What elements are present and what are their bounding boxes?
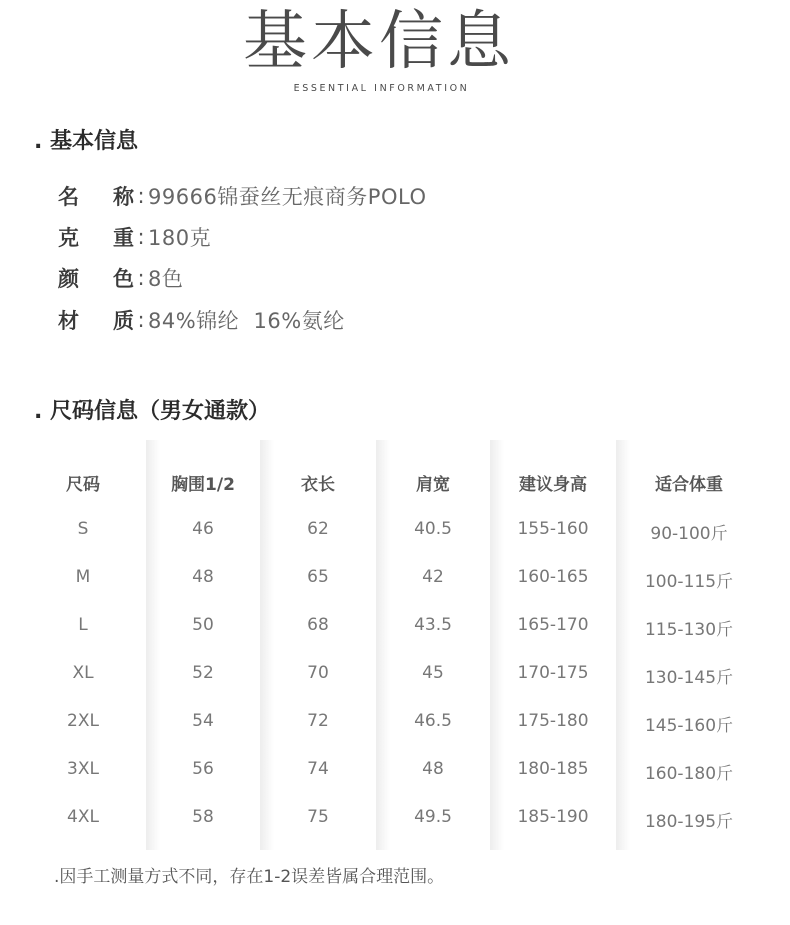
info-row-weight: [58, 222, 211, 252]
table-cell: S: [77, 519, 89, 539]
table-cell: 70: [307, 663, 329, 683]
table-cell: 74: [307, 759, 329, 779]
table-cell: 62: [307, 519, 329, 539]
basic-info-heading: . 基本信息: [34, 129, 139, 154]
table-cell: 48: [422, 759, 444, 779]
table-cell: 175-180: [517, 711, 589, 731]
measurement-footnote: .因手工测量方式不同，存在1-2误差皆属合理范围。: [54, 867, 445, 887]
table-cell: 46: [192, 519, 214, 539]
info-label: [58, 305, 134, 335]
size-column: [616, 440, 762, 850]
info-label-char: 名: [58, 185, 79, 209]
table-cell: L: [78, 615, 88, 635]
info-label-char: 克: [58, 226, 79, 250]
info-label: [58, 222, 134, 252]
info-row-name: [58, 181, 426, 211]
table-cell: 75: [307, 807, 329, 827]
column-header: 建议身高: [519, 475, 587, 495]
table-cell: 65: [307, 567, 329, 587]
table-cell: 52: [192, 663, 214, 683]
table-cell: 115-130斤: [644, 620, 734, 640]
info-value: 180克: [148, 226, 212, 250]
table-cell: 72: [307, 711, 329, 731]
info-colon: :: [137, 225, 145, 249]
table-cell: 50: [192, 615, 214, 635]
table-cell: M: [75, 567, 91, 587]
info-row-color: [58, 263, 183, 293]
size-column: [376, 440, 490, 850]
table-cell: 160-180斤: [644, 764, 734, 784]
table-cell: 170-175: [517, 663, 589, 683]
info-colon: :: [137, 184, 145, 208]
table-cell: 40.5: [414, 519, 452, 539]
info-label: [58, 181, 134, 211]
table-cell: 42: [422, 567, 444, 587]
table-cell: 145-160斤: [644, 716, 734, 736]
table-cell: 56: [192, 759, 214, 779]
page-subtitle: ESSENTIAL INFORMATION: [293, 83, 470, 94]
info-label-char: 重: [113, 226, 134, 250]
info-value: 99666锦蚕丝无痕商务POLO: [148, 185, 427, 209]
column-header: 肩宽: [416, 475, 450, 495]
table-cell: 100-115斤: [644, 572, 734, 592]
table-cell: 90-100斤: [650, 524, 728, 544]
table-cell: 2XL: [67, 711, 99, 731]
table-cell: 46.5: [414, 711, 452, 731]
table-cell: XL: [72, 663, 94, 683]
column-header: 适合体重: [655, 475, 723, 495]
info-colon: :: [137, 308, 145, 332]
table-cell: 58: [192, 807, 214, 827]
size-info-heading: . 尺码信息（男女通款）: [34, 399, 271, 424]
table-cell: 54: [192, 711, 214, 731]
column-header: 尺码: [66, 475, 100, 495]
table-cell: 68: [307, 615, 329, 635]
table-cell: 45: [422, 663, 444, 683]
size-column: [260, 440, 376, 850]
table-cell: 180-195斤: [644, 812, 734, 832]
column-header: 胸围1/2: [171, 475, 235, 495]
size-column: [146, 440, 260, 850]
size-table: [20, 440, 762, 850]
column-header: 衣长: [301, 475, 335, 495]
info-colon: :: [137, 266, 145, 290]
info-row-material: [58, 305, 345, 335]
info-value: 8色: [148, 267, 184, 291]
table-cell: 185-190: [517, 807, 589, 827]
table-cell: 3XL: [67, 759, 99, 779]
table-cell: 48: [192, 567, 214, 587]
table-cell: 155-160: [517, 519, 589, 539]
table-cell: 165-170: [517, 615, 589, 635]
info-value: 84%锦纶 16%氨纶: [148, 309, 345, 333]
info-label-char: 称: [113, 185, 134, 209]
size-column: [20, 440, 146, 850]
table-cell: 160-165: [517, 567, 589, 587]
info-label-char: 材: [58, 309, 79, 333]
info-label-char: 质: [113, 309, 134, 333]
info-label: [58, 263, 134, 293]
table-cell: 49.5: [414, 807, 452, 827]
table-cell: 130-145斤: [644, 668, 734, 688]
info-label-char: 颜: [58, 267, 79, 291]
info-label-char: 色: [113, 267, 134, 291]
table-cell: 43.5: [414, 615, 452, 635]
table-cell: 4XL: [67, 807, 99, 827]
table-cell: 180-185: [517, 759, 589, 779]
size-column: [490, 440, 616, 850]
page-title: 基本信息: [243, 5, 515, 79]
